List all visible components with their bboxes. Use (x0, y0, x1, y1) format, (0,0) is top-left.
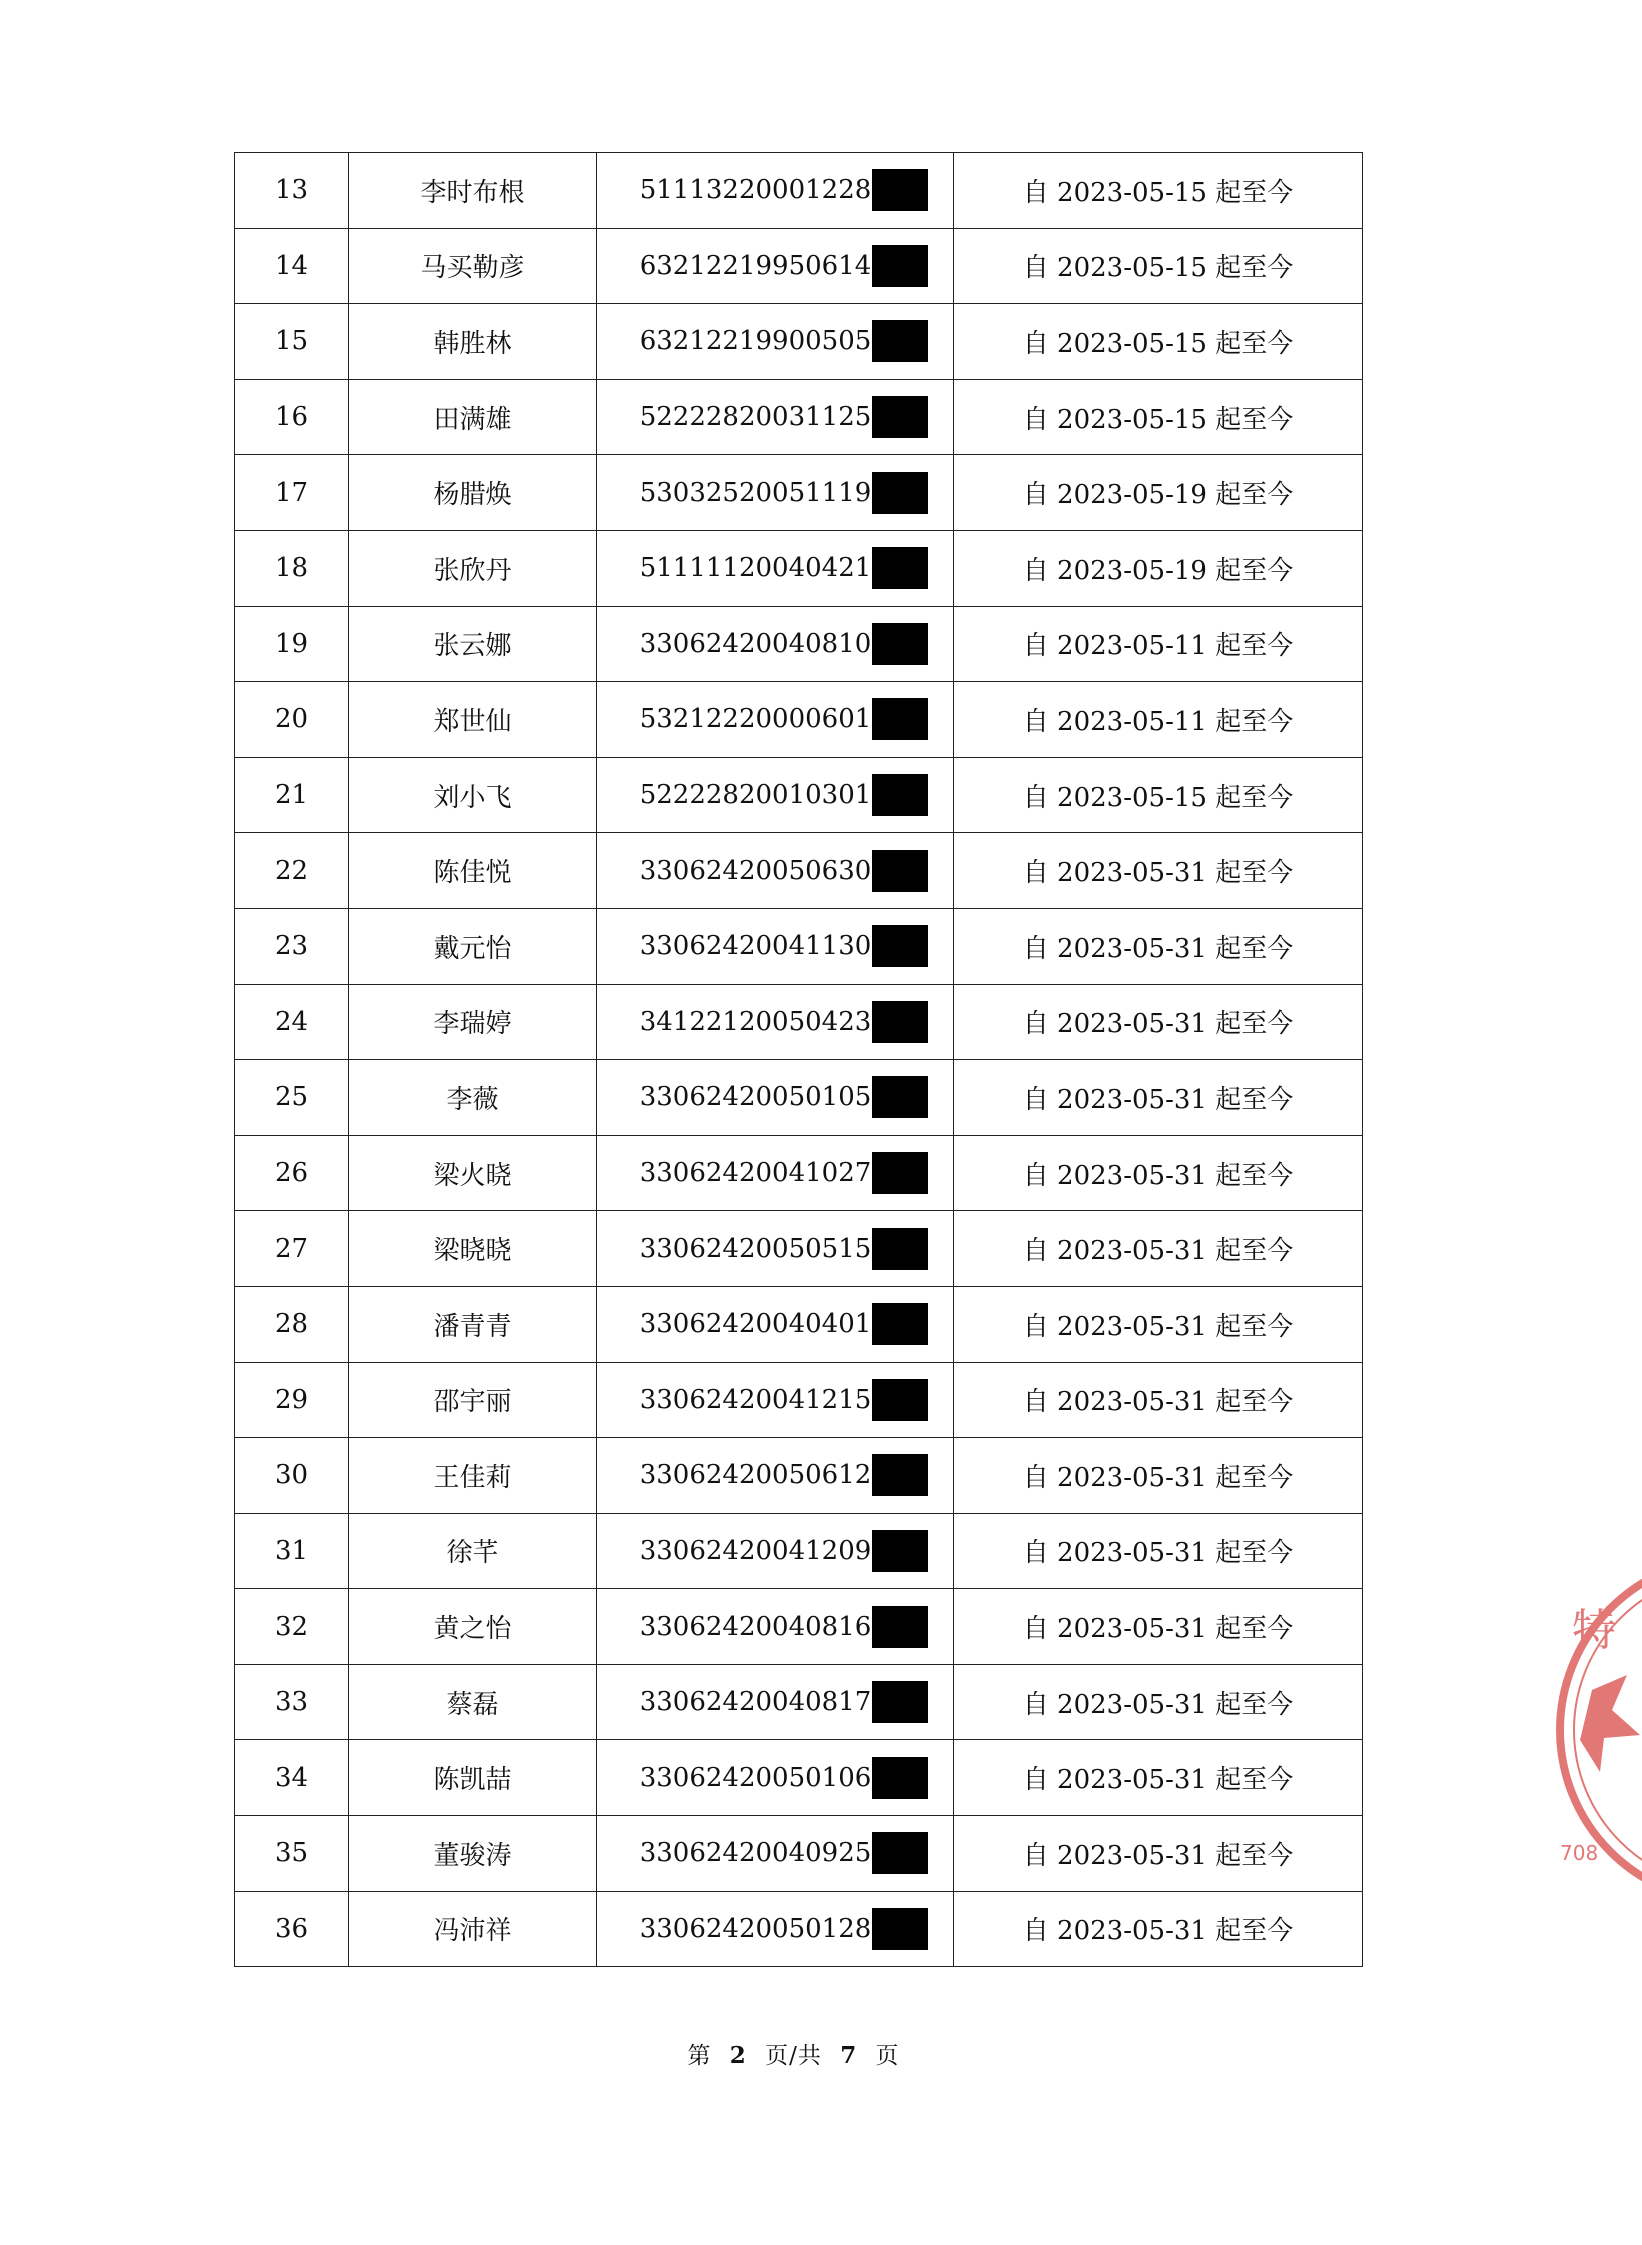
table-row (235, 682, 1363, 758)
row-number: 33 (235, 1664, 349, 1740)
table-row (235, 304, 1363, 380)
redaction-block (872, 547, 928, 589)
id-number: 33062420040817 (639, 1687, 872, 1718)
redaction-block (872, 1606, 928, 1648)
table-row (235, 1740, 1363, 1816)
table-row (235, 1816, 1363, 1892)
id-number: 52222820010301 (639, 780, 872, 811)
table-row (235, 1664, 1363, 1740)
row-number: 17 (235, 455, 349, 531)
id-number: 53212220000601 (639, 704, 872, 735)
roster-table (234, 152, 1363, 1967)
id-number-cell (597, 530, 954, 606)
official-seal-stamp (1552, 1540, 1616, 1920)
id-number-cell (597, 1438, 954, 1514)
service-period: 自 2023-05-11 起至今 (954, 682, 1363, 758)
redaction-block (872, 925, 928, 967)
id-number-wrap (640, 169, 929, 211)
svg-text:708: 708 (1560, 1841, 1599, 1865)
service-period: 自 2023-05-31 起至今 (954, 1664, 1363, 1740)
id-number-cell (597, 1740, 954, 1816)
roster-table-body (235, 153, 1363, 1967)
id-number: 33062420050630 (639, 855, 872, 886)
redaction-block (872, 1908, 928, 1950)
redaction-block (872, 698, 928, 740)
table-row (235, 833, 1363, 909)
id-number: 51113220001228 (639, 175, 872, 206)
id-number-cell (597, 1286, 954, 1362)
person-name: 徐芊 (349, 1513, 597, 1589)
table-row (235, 1362, 1363, 1438)
service-period: 自 2023-05-19 起至今 (954, 455, 1363, 531)
redaction-block (872, 1001, 928, 1043)
table-row (235, 379, 1363, 455)
redaction-block (872, 245, 928, 287)
id-number: 63212219900505 (639, 326, 872, 357)
id-number: 33062420040816 (639, 1611, 872, 1642)
service-period: 自 2023-05-31 起至今 (954, 833, 1363, 909)
id-number: 63212219950614 (639, 250, 872, 281)
id-number-wrap (640, 472, 929, 514)
id-number: 33062420041215 (639, 1384, 872, 1415)
table-row (235, 1891, 1363, 1967)
id-number-cell (597, 682, 954, 758)
id-number-wrap (640, 245, 929, 287)
redaction-block (872, 1681, 928, 1723)
redaction-block (872, 850, 928, 892)
id-number-wrap (640, 1228, 929, 1270)
row-number: 21 (235, 757, 349, 833)
person-name: 梁晓晓 (349, 1211, 597, 1287)
row-number: 34 (235, 1740, 349, 1816)
row-number: 16 (235, 379, 349, 455)
id-number-wrap (640, 850, 929, 892)
service-period: 自 2023-05-31 起至今 (954, 984, 1363, 1060)
service-period: 自 2023-05-31 起至今 (954, 1891, 1363, 1967)
id-number: 33062420040925 (639, 1838, 872, 1869)
service-period: 自 2023-05-15 起至今 (954, 304, 1363, 380)
redaction-block (872, 1228, 928, 1270)
id-number: 33062420041027 (639, 1158, 872, 1189)
id-number-cell (597, 1060, 954, 1136)
service-period: 自 2023-05-31 起至今 (954, 1816, 1363, 1892)
redaction-block (872, 774, 928, 816)
table-row (235, 908, 1363, 984)
table-row (235, 153, 1363, 229)
id-number: 33062420050612 (639, 1460, 872, 1491)
person-name: 黄之怡 (349, 1589, 597, 1665)
id-number-wrap (640, 1908, 929, 1950)
id-number: 51111120040421 (639, 553, 872, 584)
id-number-cell (597, 379, 954, 455)
redaction-block (872, 1832, 928, 1874)
id-number: 33062420040810 (639, 628, 872, 659)
person-name: 冯沛祥 (349, 1891, 597, 1967)
id-number-cell (597, 1211, 954, 1287)
row-number: 31 (235, 1513, 349, 1589)
id-number-wrap (640, 774, 929, 816)
redaction-block (872, 396, 928, 438)
person-name: 董骏涛 (349, 1816, 597, 1892)
id-number-cell (597, 1135, 954, 1211)
redaction-block (872, 623, 928, 665)
id-number-cell (597, 1362, 954, 1438)
page-footer (0, 2037, 1587, 2070)
id-number-wrap (640, 1832, 929, 1874)
id-number: 33062420050128 (639, 1913, 872, 1944)
id-number-cell (597, 304, 954, 380)
id-number-wrap (640, 925, 929, 967)
svg-text:特: 特 (1572, 1605, 1616, 1656)
person-name: 王佳莉 (349, 1438, 597, 1514)
service-period: 自 2023-05-31 起至今 (954, 1362, 1363, 1438)
redaction-block (872, 1530, 928, 1572)
person-name: 田满雄 (349, 379, 597, 455)
table-row (235, 606, 1363, 682)
person-name: 马买勒彦 (349, 228, 597, 304)
id-number: 33062420041130 (639, 931, 872, 962)
id-number-wrap (640, 698, 929, 740)
id-number: 33062420050515 (639, 1233, 872, 1264)
id-number-wrap (640, 1303, 929, 1345)
person-name: 李时布根 (349, 153, 597, 229)
person-name: 张云娜 (349, 606, 597, 682)
table-row (235, 1211, 1363, 1287)
id-number: 33062420050106 (639, 1762, 872, 1793)
id-number-cell (597, 1891, 954, 1967)
id-number-wrap (640, 1454, 929, 1496)
service-period: 自 2023-05-15 起至今 (954, 379, 1363, 455)
service-period: 自 2023-05-31 起至今 (954, 1438, 1363, 1514)
footer-middle: 页/共 (765, 2043, 822, 2069)
table-row (235, 455, 1363, 531)
person-name: 刘小飞 (349, 757, 597, 833)
row-number: 22 (235, 833, 349, 909)
table-row (235, 1135, 1363, 1211)
person-name: 杨腊焕 (349, 455, 597, 531)
service-period: 自 2023-05-31 起至今 (954, 1589, 1363, 1665)
person-name: 蔡磊 (349, 1664, 597, 1740)
service-period: 自 2023-05-11 起至今 (954, 606, 1363, 682)
row-number: 20 (235, 682, 349, 758)
id-number-cell (597, 153, 954, 229)
id-number-wrap (640, 320, 929, 362)
row-number: 29 (235, 1362, 349, 1438)
row-number: 30 (235, 1438, 349, 1514)
id-number-cell (597, 908, 954, 984)
person-name: 郑世仙 (349, 682, 597, 758)
row-number: 15 (235, 304, 349, 380)
id-number: 34122120050423 (639, 1006, 872, 1037)
service-period: 自 2023-05-31 起至今 (954, 1060, 1363, 1136)
id-number-cell (597, 455, 954, 531)
id-number-cell (597, 1816, 954, 1892)
id-number: 33062420050105 (639, 1082, 872, 1113)
redaction-block (872, 1379, 928, 1421)
service-period: 自 2023-05-15 起至今 (954, 153, 1363, 229)
id-number-cell (597, 833, 954, 909)
redaction-block (872, 1454, 928, 1496)
service-period: 自 2023-05-31 起至今 (954, 1740, 1363, 1816)
redaction-block (872, 320, 928, 362)
table-row (235, 1438, 1363, 1514)
footer-prefix: 第 (687, 2043, 712, 2069)
id-number-wrap (640, 1606, 929, 1648)
footer-total-pages: 7 (840, 2042, 858, 2069)
id-number-wrap (640, 1530, 929, 1572)
service-period: 自 2023-05-31 起至今 (954, 1286, 1363, 1362)
id-number-cell (597, 1664, 954, 1740)
row-number: 35 (235, 1816, 349, 1892)
person-name: 李薇 (349, 1060, 597, 1136)
table-row (235, 1589, 1363, 1665)
row-number: 36 (235, 1891, 349, 1967)
service-period: 自 2023-05-31 起至今 (954, 908, 1363, 984)
redaction-block (872, 1152, 928, 1194)
row-number: 24 (235, 984, 349, 1060)
id-number-cell (597, 1513, 954, 1589)
id-number-cell (597, 1589, 954, 1665)
row-number: 27 (235, 1211, 349, 1287)
service-period: 自 2023-05-31 起至今 (954, 1513, 1363, 1589)
id-number: 33062420041209 (639, 1535, 872, 1566)
service-period: 自 2023-05-15 起至今 (954, 228, 1363, 304)
row-number: 19 (235, 606, 349, 682)
table-row (235, 1286, 1363, 1362)
footer-page-number: 2 (729, 2042, 747, 2069)
service-period: 自 2023-05-31 起至今 (954, 1135, 1363, 1211)
table-row (235, 984, 1363, 1060)
service-period: 自 2023-05-19 起至今 (954, 530, 1363, 606)
row-number: 23 (235, 908, 349, 984)
person-name: 邵宇丽 (349, 1362, 597, 1438)
service-period: 自 2023-05-31 起至今 (954, 1211, 1363, 1287)
table-row (235, 530, 1363, 606)
id-number-cell (597, 228, 954, 304)
redaction-block (872, 1303, 928, 1345)
footer-suffix: 页 (875, 2043, 900, 2069)
person-name: 陈凯喆 (349, 1740, 597, 1816)
id-number-cell (597, 606, 954, 682)
id-number-wrap (640, 547, 929, 589)
table-row (235, 228, 1363, 304)
row-number: 13 (235, 153, 349, 229)
id-number: 33062420040401 (639, 1309, 872, 1340)
row-number: 25 (235, 1060, 349, 1136)
person-name: 张欣丹 (349, 530, 597, 606)
redaction-block (872, 1757, 928, 1799)
table-row (235, 1513, 1363, 1589)
id-number-wrap (640, 1001, 929, 1043)
id-number-wrap (640, 1379, 929, 1421)
row-number: 14 (235, 228, 349, 304)
redaction-block (872, 472, 928, 514)
id-number-wrap (640, 623, 929, 665)
id-number-cell (597, 984, 954, 1060)
person-name: 戴元怡 (349, 908, 597, 984)
id-number: 53032520051119 (639, 477, 872, 508)
person-name: 陈佳悦 (349, 833, 597, 909)
redaction-block (872, 169, 928, 211)
person-name: 李瑞婷 (349, 984, 597, 1060)
id-number-wrap (640, 1076, 929, 1118)
id-number-wrap (640, 396, 929, 438)
row-number: 28 (235, 1286, 349, 1362)
person-name: 梁火晓 (349, 1135, 597, 1211)
person-name: 潘青青 (349, 1286, 597, 1362)
person-name: 韩胜林 (349, 304, 597, 380)
row-number: 18 (235, 530, 349, 606)
id-number: 52222820031125 (639, 402, 872, 433)
id-number-wrap (640, 1681, 929, 1723)
id-number-cell (597, 757, 954, 833)
table-row (235, 757, 1363, 833)
row-number: 32 (235, 1589, 349, 1665)
id-number-wrap (640, 1757, 929, 1799)
table-row (235, 1060, 1363, 1136)
id-number-wrap (640, 1152, 929, 1194)
redaction-block (872, 1076, 928, 1118)
service-period: 自 2023-05-15 起至今 (954, 757, 1363, 833)
row-number: 26 (235, 1135, 349, 1211)
